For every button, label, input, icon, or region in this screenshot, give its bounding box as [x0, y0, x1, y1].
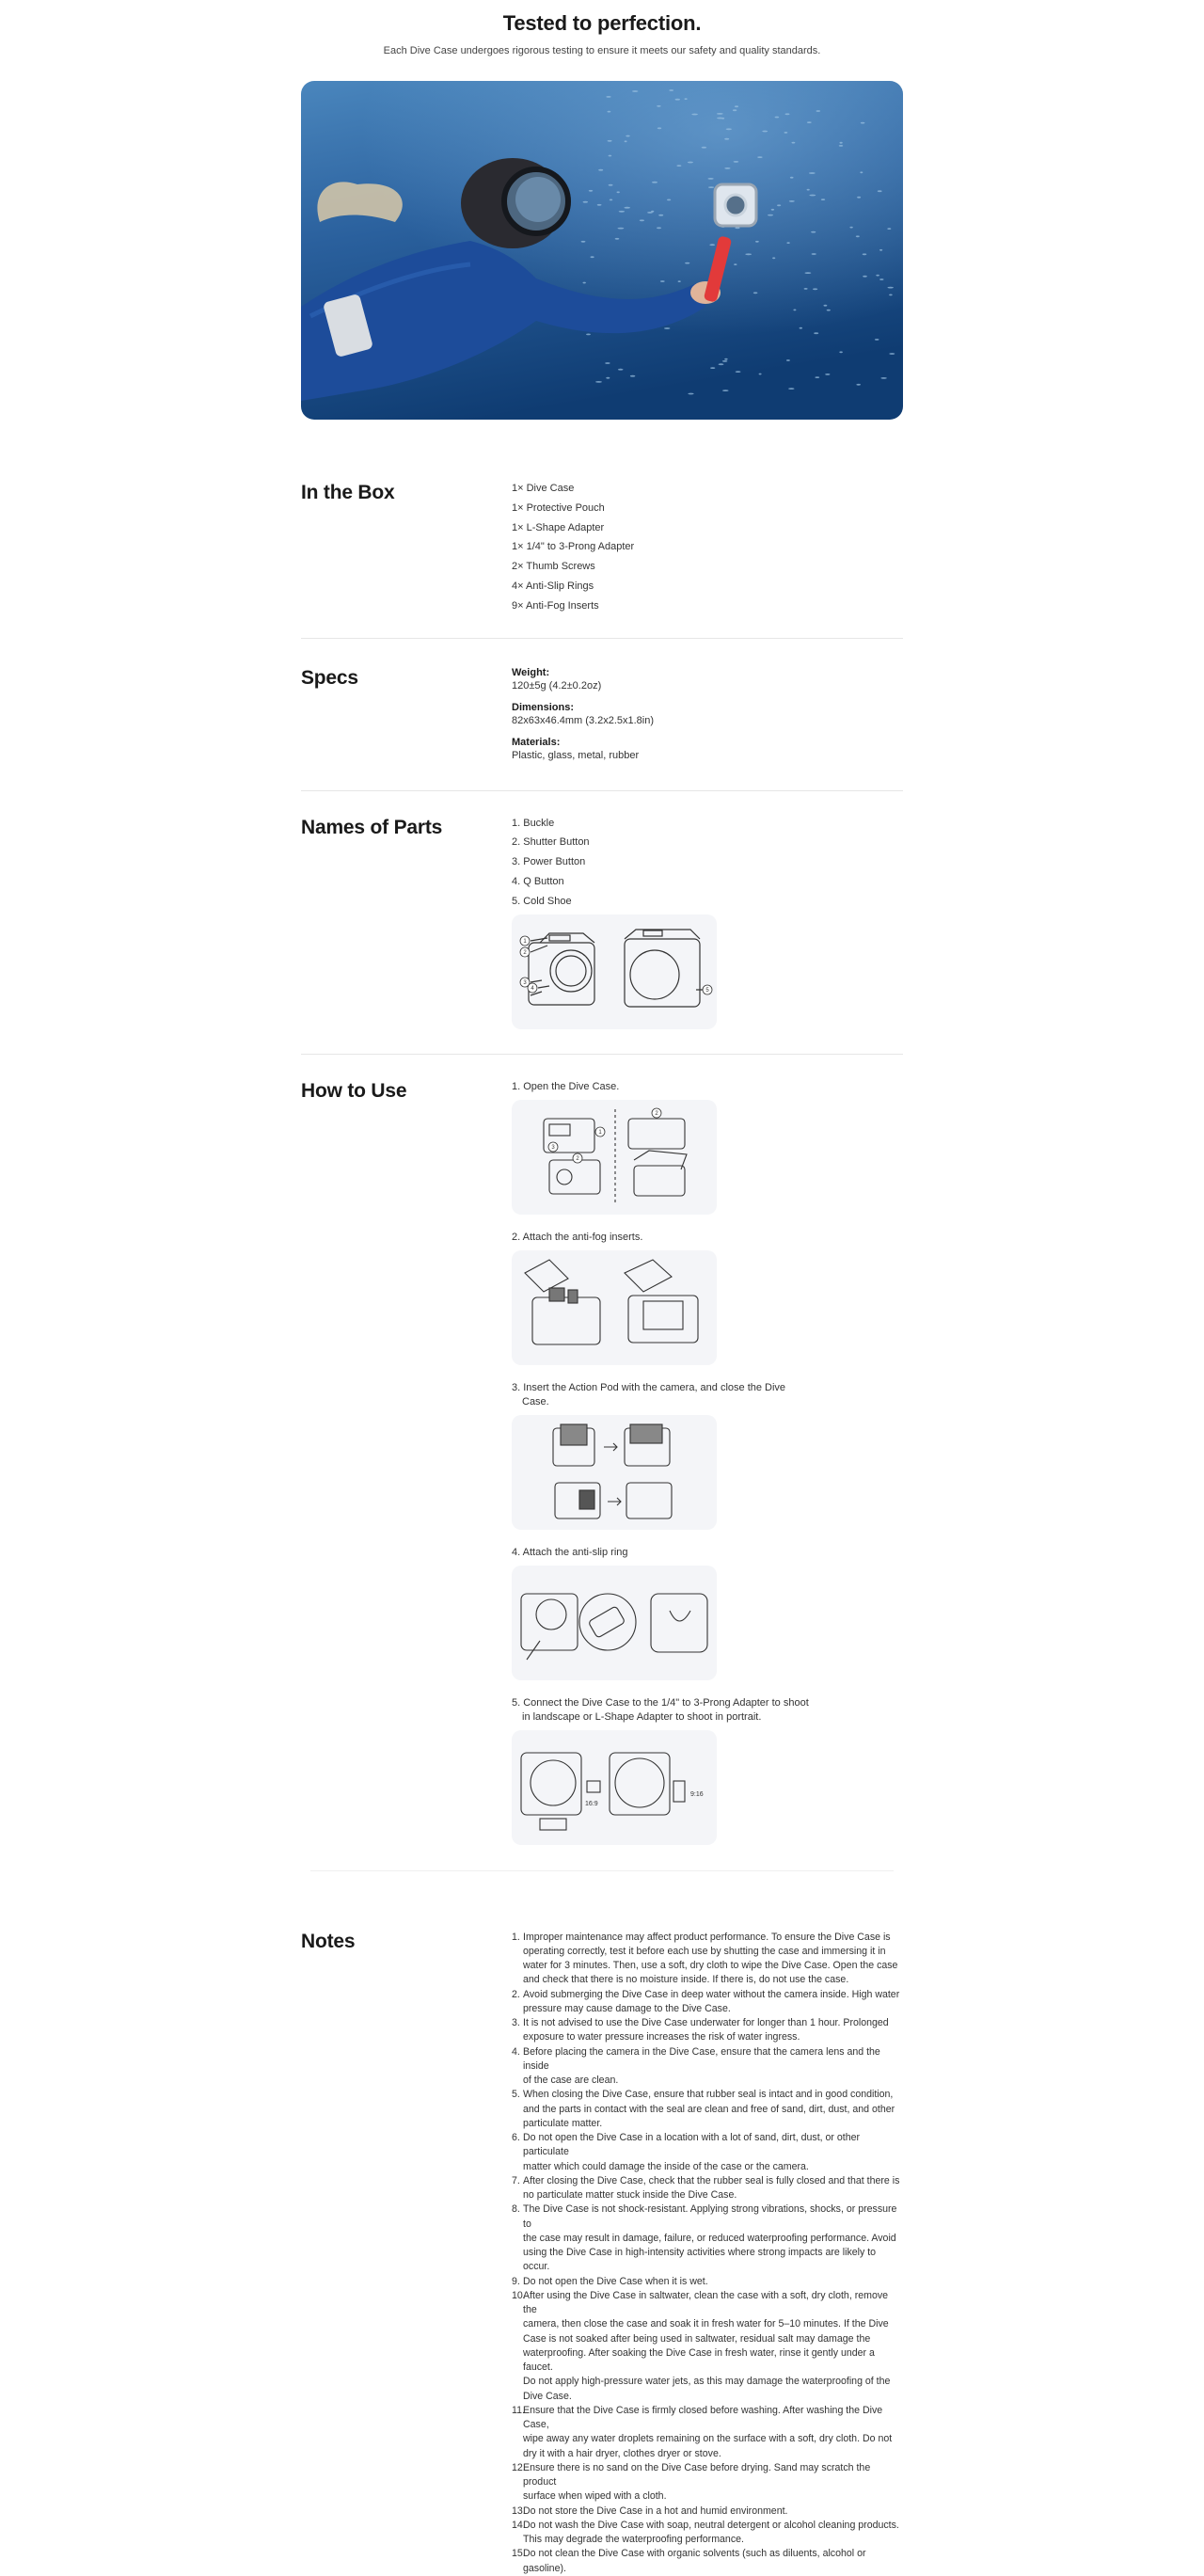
note-text — [523, 2404, 903, 2461]
fish-mark — [710, 367, 715, 369]
fish-mark — [839, 351, 843, 353]
note-line: and check that there is no moisture inside. If there is, do not use the case. — [523, 1974, 849, 1986]
fish-mark — [800, 327, 802, 329]
fish-mark — [675, 99, 680, 101]
specs-list — [512, 667, 903, 771]
step1-callout-a: 1 — [598, 1129, 602, 1136]
note-number: 11. — [512, 2404, 525, 2416]
note-text — [523, 2088, 903, 2131]
part-item: 1. Buckle — [512, 817, 555, 829]
fish-mark — [825, 374, 830, 375]
note-line: This may degrade the waterproofing performance. — [523, 2534, 744, 2546]
box-item: 1× Dive Case — [512, 483, 575, 494]
fish-mark — [658, 215, 663, 216]
note-number: 6. — [512, 2132, 520, 2144]
fish-mark — [691, 114, 698, 116]
note-number: 3. — [512, 2017, 520, 2029]
note-text — [523, 2131, 903, 2174]
step1-callout-c: 3 — [551, 1144, 555, 1151]
note-number: 10. — [512, 2289, 526, 2301]
fish-mark — [688, 393, 693, 395]
note-text — [523, 2202, 903, 2274]
spec-value: Plastic, glass, metal, rubber — [512, 749, 640, 761]
note-line: After closing the Dive Case, check that the rubber seal is fully closed and that there is — [523, 2174, 900, 2186]
fish-mark — [664, 327, 670, 329]
fish-mark — [759, 374, 762, 375]
fish-mark — [657, 105, 660, 107]
note-item — [512, 2404, 903, 2461]
fish-mark — [805, 272, 812, 274]
note-line: Do not wash the Dive Case with soap, neutral detergent or alcohol cleaning products. — [523, 2519, 899, 2531]
note-text — [523, 2547, 903, 2576]
fish-mark — [784, 132, 788, 134]
fish-mark — [757, 156, 762, 158]
note-number: 14. — [512, 2519, 526, 2531]
diver-hero-image — [301, 81, 903, 420]
in-the-box-section — [301, 482, 903, 619]
note-number: 8. — [512, 2203, 520, 2216]
step-5-diagram — [512, 1730, 717, 1845]
note-line: Improper maintenance may affect product performance. To ensure the Dive Case is — [523, 1931, 891, 1943]
step-4-text: 4. Attach the anti-slip ring — [512, 1546, 628, 1558]
fish-mark — [610, 199, 612, 201]
note-item — [512, 1988, 903, 2017]
fish-mark — [815, 376, 819, 378]
note-item — [512, 2045, 903, 2089]
fish-mark — [807, 121, 812, 123]
note-item — [512, 1931, 903, 1988]
fish-mark — [632, 90, 638, 92]
fish-mark — [652, 182, 657, 183]
fish-mark — [786, 359, 790, 361]
spec-item — [512, 667, 903, 692]
fish-mark — [625, 140, 627, 142]
note-item — [512, 2174, 903, 2203]
names-of-parts-section — [301, 817, 903, 1029]
fish-mark — [887, 228, 891, 230]
fish-mark — [792, 142, 796, 144]
note-line: of the case are clean. — [523, 2075, 619, 2087]
note-line: Ensure that the Dive Case is firmly closed before washing. After washing the Dive Case, — [523, 2404, 883, 2431]
box-item: 9× Anti-Fog Inserts — [512, 599, 599, 612]
note-line: Ensure there is no sand on the Dive Case before drying. Sand may scratch the product — [523, 2461, 871, 2489]
note-line: the case may result in damage, failure, or reduced waterproofing performance. Avoid — [523, 2232, 896, 2244]
note-line: When closing the Dive Case, ensure that rubber seal is intact and in good condition, — [523, 2089, 894, 2101]
fish-mark — [879, 278, 883, 280]
note-text — [523, 2519, 903, 2548]
note-number: 9. — [512, 2275, 520, 2287]
fish-mark — [626, 135, 629, 137]
notes-list — [512, 1931, 903, 2576]
fish-mark — [888, 287, 894, 289]
fish-mark — [685, 98, 688, 100]
fish-mark — [849, 227, 852, 229]
note-text — [523, 2504, 903, 2519]
parts-diagram — [512, 914, 717, 1029]
note-line: no particulate matter stuck inside the Dive Case. — [523, 2189, 737, 2202]
fish-mark — [879, 249, 882, 251]
note-text — [523, 2016, 903, 2045]
step-5-text-line1: 5. Connect the Dive Case to the 1/4" to 3-Prong Adapter to shoot — [512, 1696, 809, 1709]
fish-mark — [733, 109, 737, 111]
fish-mark — [863, 253, 867, 255]
step-2-text: 2. Attach the anti-fog inserts. — [512, 1231, 643, 1243]
product-page — [0, 11, 1204, 2576]
specs-title: Specs — [301, 666, 358, 689]
part-item: 4. Q Button — [512, 875, 564, 887]
note-item — [512, 2289, 903, 2404]
callout-2: 2 — [523, 949, 527, 956]
how-to-use-section — [301, 1080, 903, 1845]
fish-mark — [856, 235, 860, 237]
step-3-diagram — [512, 1415, 717, 1530]
in-the-box-title: In the Box — [301, 482, 395, 503]
fish-mark — [857, 197, 861, 199]
note-text — [523, 2045, 903, 2089]
notes-section — [301, 1931, 903, 2576]
fish-mark — [597, 204, 602, 206]
note-number: 5. — [512, 2089, 520, 2101]
note-item — [512, 2275, 903, 2289]
note-number: 13. — [512, 2504, 526, 2517]
note-text — [523, 2289, 903, 2404]
fish-mark — [591, 256, 594, 258]
fish-mark — [753, 292, 758, 294]
in-the-box-list — [512, 482, 903, 619]
fish-mark — [816, 110, 821, 112]
fish-mark — [812, 253, 816, 255]
spec-item — [512, 737, 903, 762]
note-line: Do not clean the Dive Case with organic solvents (such as diluents, alcohol or — [523, 2548, 866, 2560]
fish-mark — [861, 122, 865, 124]
spec-value: 120±5g (4.2±0.2oz) — [512, 679, 602, 692]
fish-mark — [722, 390, 729, 391]
fish-mark — [618, 228, 625, 230]
fish-mark — [702, 147, 707, 149]
fish-mark — [657, 127, 661, 129]
note-line: Do not apply high-pressure water jets, as this may damage the waterproofing of the — [523, 2376, 891, 2388]
fish-mark — [619, 211, 625, 213]
note-line: Do not open the Dive Case in a location with a lot of sand, dirt, dust, or other particulate — [523, 2132, 861, 2158]
fish-mark — [678, 280, 681, 282]
note-text — [523, 1988, 903, 2017]
step-2-diagram — [512, 1250, 717, 1365]
fish-mark — [651, 211, 654, 213]
note-line: waterproofing. After soaking the Dive Case in fresh water, rinse it gently under a faucet. — [523, 2346, 875, 2374]
fish-mark — [804, 288, 808, 290]
fish-mark — [734, 161, 739, 163]
fish-mark — [772, 257, 775, 259]
step-3-text-line1: 3. Insert the Action Pod with the camera, and close the Dive — [512, 1381, 786, 1393]
step-1-diagram — [512, 1100, 717, 1215]
fish-mark — [735, 227, 739, 229]
fish-mark — [685, 262, 689, 264]
fish-mark — [608, 111, 611, 113]
fish-mark — [889, 353, 895, 355]
box-item: 1× Protective Pouch — [512, 501, 605, 514]
fish-mark — [618, 369, 624, 371]
note-line: using the Dive Case in high-intensity activities where strong impacts are likely to occur. — [523, 2247, 877, 2273]
fish-mark — [863, 276, 867, 278]
note-item — [512, 2016, 903, 2045]
note-text — [523, 2461, 903, 2504]
spec-label: Weight: — [512, 666, 550, 678]
fish-mark — [745, 253, 752, 255]
fish-mark — [813, 288, 817, 290]
note-line: exposure to water pressure increases the risk of water ingress. — [523, 2031, 800, 2043]
note-item — [512, 2202, 903, 2274]
step-5-text-line2: in landscape or L-Shape Adapter to shoot in portrait. — [522, 1710, 762, 1723]
note-line: water for 3 minutes. Then, use a soft, dry cloth to wipe the Dive Case. Open the case — [523, 1960, 898, 1972]
fish-mark — [724, 167, 730, 169]
note-number: 7. — [512, 2174, 520, 2186]
part-item: 5. Cold Shoe — [512, 895, 572, 907]
fish-mark — [606, 96, 610, 98]
fish-mark — [735, 105, 738, 107]
fish-mark — [589, 190, 593, 192]
fish-mark — [807, 189, 810, 191]
note-line: gasoline). — [523, 2562, 566, 2574]
fish-mark — [856, 384, 861, 386]
fish-mark — [734, 263, 737, 265]
fish-mark — [617, 191, 620, 193]
note-number: 1. — [512, 1931, 520, 1943]
fish-mark — [824, 305, 828, 307]
callout-5: 5 — [705, 987, 709, 994]
note-number: 4. — [512, 2045, 520, 2058]
fish-mark — [667, 199, 671, 201]
note-text — [523, 1931, 903, 1988]
fish-mark — [586, 334, 591, 336]
step-1-text: 1. Open the Dive Case. — [512, 1080, 620, 1092]
note-line: The Dive Case is not shock-resistant. Applying strong vibrations, shocks, or pressure to — [523, 2203, 897, 2230]
fish-mark — [581, 241, 586, 243]
note-item — [512, 2131, 903, 2174]
fish-mark — [793, 310, 796, 311]
fish-mark — [726, 128, 732, 130]
fish-mark — [605, 362, 610, 364]
specs-section — [301, 667, 903, 771]
fish-mark — [708, 178, 714, 180]
fish-mark — [595, 381, 602, 383]
fish-mark — [786, 242, 789, 244]
fish-mark — [777, 204, 781, 206]
spec-item — [512, 702, 903, 727]
fish-mark — [608, 140, 612, 142]
callout-3: 3 — [523, 979, 527, 986]
fish-mark — [880, 377, 886, 379]
fish-mark — [722, 360, 727, 362]
fish-mark — [789, 200, 795, 202]
fish-mark — [762, 131, 768, 133]
note-text — [523, 2275, 903, 2289]
note-line: surface when wiped with a cloth. — [523, 2490, 667, 2503]
note-line: It is not advised to use the Dive Case underwater for longer than 1 hour. Prolonged — [523, 2017, 889, 2029]
parts-list — [512, 817, 903, 908]
fish-mark — [609, 155, 612, 157]
fish-mark — [809, 195, 816, 197]
fish-mark — [724, 358, 727, 360]
step-4-diagram — [512, 1566, 717, 1680]
fish-mark — [709, 244, 715, 246]
fish-mark — [755, 241, 759, 243]
part-item: 2. Shutter Button — [512, 836, 590, 849]
box-item: 4× Anti-Slip Rings — [512, 580, 594, 592]
note-line: camera, then close the case and soak it in fresh water for 5–10 minutes. If the Dive — [523, 2318, 889, 2330]
fish-mark — [775, 117, 780, 119]
part-item: 3. Power Button — [512, 856, 586, 868]
fish-mark — [811, 231, 816, 233]
note-line: Do not open the Dive Case when it is wet. — [523, 2275, 708, 2287]
note-number: 12. — [512, 2461, 526, 2473]
fish-mark — [724, 138, 729, 140]
notes-title: Notes — [301, 1930, 356, 1952]
fish-mark — [736, 371, 741, 373]
spec-label: Dimensions: — [512, 701, 575, 713]
fish-mark — [814, 332, 818, 334]
note-line: pressure may cause damage to the Dive Case. — [523, 2002, 731, 2014]
fish-mark — [708, 186, 714, 188]
fish-mark — [821, 199, 825, 200]
fish-mark — [876, 275, 879, 277]
fish-mark — [889, 294, 893, 296]
fish-mark — [717, 118, 723, 119]
note-line: matter which could damage the inside of the case or the camera. — [523, 2160, 809, 2172]
fish-mark — [875, 339, 879, 341]
fish-mark — [788, 388, 794, 390]
fish-mark — [669, 89, 673, 91]
fish-mark — [768, 215, 773, 216]
step1-callout-b: 2 — [655, 1110, 658, 1117]
spec-value: 82x63x46.4mm (3.2x2.5x1.8in) — [512, 714, 655, 726]
note-item — [512, 2519, 903, 2548]
fish-mark — [785, 113, 790, 115]
note-line: Case is not soaked after being used in saltwater, residual salt may damage the — [523, 2332, 871, 2345]
note-line: wipe away any water droplets remaining on the surface with a soft, dry cloth. Do not — [523, 2433, 893, 2445]
fish-mark — [719, 363, 724, 365]
note-line: particulate matter. — [523, 2117, 603, 2129]
fish-mark — [676, 165, 681, 167]
hero-subtitle: Each Dive Case undergoes rigorous testing to ensure it meets our safety and quality standards. — [383, 45, 821, 56]
hero-title: Tested to perfection. — [502, 11, 702, 35]
note-line: After using the Dive Case in saltwater, clean the case with a soft, dry cloth, remove the — [523, 2289, 889, 2316]
note-line: Dive Case. — [523, 2390, 572, 2402]
fish-mark — [640, 219, 644, 221]
fish-mark — [660, 280, 665, 282]
fish-mark — [630, 375, 635, 377]
note-line: Before placing the camera in the Dive Case, ensure that the camera lens and the inside — [523, 2045, 880, 2072]
note-number: 2. — [512, 1988, 520, 2000]
note-text — [523, 2174, 903, 2203]
note-item — [512, 2088, 903, 2131]
fish-mark — [839, 145, 843, 147]
fish-mark — [878, 190, 882, 192]
note-line: operating correctly, test it before each use by shutting the case and immersing it in — [523, 1945, 886, 1957]
note-line: Do not store the Dive Case in a hot and humid environment. — [523, 2504, 788, 2517]
fish-mark — [688, 162, 693, 164]
box-item: 1× 1/4" to 3-Prong Adapter — [512, 541, 635, 553]
note-line: Avoid submerging the Dive Case in deep water without the camera inside. High water — [523, 1988, 900, 2000]
note-item — [512, 2547, 903, 2576]
box-item: 1× L-Shape Adapter — [512, 521, 605, 533]
fish-mark — [609, 184, 613, 186]
landscape-ratio-label: 16:9 — [585, 1800, 598, 1807]
fish-mark — [771, 209, 774, 211]
step-3-text-line2: Case. — [522, 1395, 549, 1407]
how-to-use-title: How to Use — [301, 1079, 407, 1102]
fish-mark — [809, 172, 816, 174]
fish-mark — [657, 227, 661, 229]
fish-mark — [583, 201, 588, 203]
note-item — [512, 2461, 903, 2504]
fish-mark — [860, 171, 863, 173]
spec-label: Materials: — [512, 736, 561, 748]
fish-mark — [624, 207, 630, 209]
note-number: 15. — [512, 2548, 526, 2560]
fish-mark — [840, 142, 843, 144]
note-line: and the parts in contact with the seal are clean and free of sand, dirt, dust, and other — [523, 2103, 895, 2115]
fish-mark — [790, 177, 794, 179]
fish-mark — [827, 310, 831, 311]
fish-mark — [615, 238, 620, 240]
fish-mark — [598, 169, 603, 171]
portrait-ratio-label: 9:16 — [690, 1790, 704, 1798]
fish-mark — [717, 113, 723, 115]
step1-callout-d: 2 — [576, 1155, 579, 1162]
note-item — [512, 2504, 903, 2519]
callout-1: 1 — [523, 938, 527, 945]
fish-mark — [606, 377, 610, 379]
note-line: dry it with a hair dryer, clothes dryer or stove. — [523, 2447, 721, 2459]
callout-4: 4 — [531, 985, 534, 992]
box-item: 2× Thumb Screws — [512, 561, 595, 573]
fish-mark — [583, 282, 586, 284]
names-of-parts-title: Names of Parts — [301, 816, 443, 838]
